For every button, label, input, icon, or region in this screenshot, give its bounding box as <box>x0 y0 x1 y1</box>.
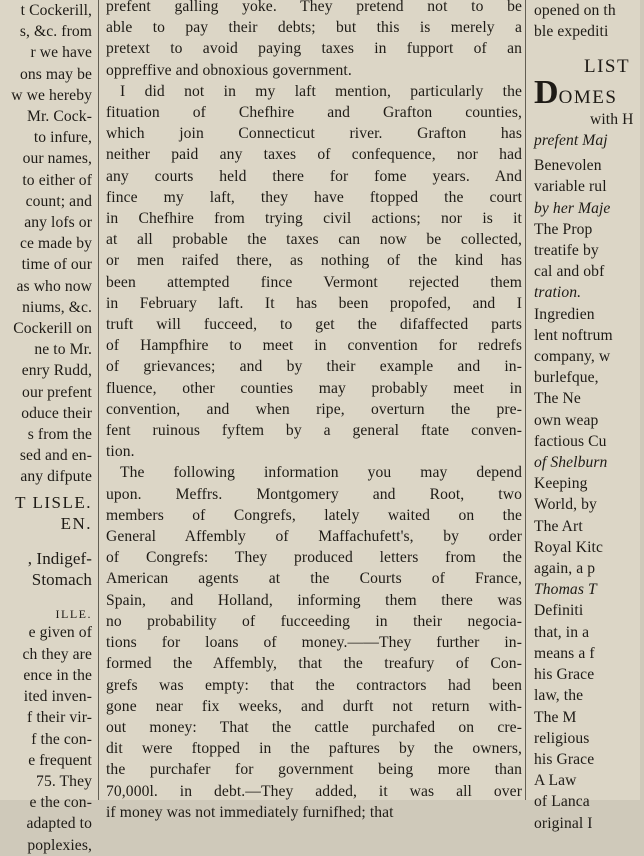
text-line: Cockerill on <box>13 320 92 338</box>
text-line: s, &c. from <box>19 23 92 41</box>
article-line: I did not in my laft mention, particularly the <box>120 82 522 100</box>
text-line: Definiti <box>534 602 584 620</box>
spacer <box>0 590 92 606</box>
text-line: A Law <box>534 772 577 790</box>
text-line: The Prop <box>534 220 593 238</box>
advert-subheading: ILLE. <box>55 607 92 622</box>
text-line: his Grace <box>534 750 595 768</box>
text-line: count; and <box>25 192 92 210</box>
text-line: company, w <box>534 348 611 366</box>
text-line: f the con- <box>31 730 92 748</box>
article-line: tion. <box>106 443 135 461</box>
text-line: burlefque, <box>534 369 599 387</box>
article-line: the purchafer for government being more than <box>106 761 522 779</box>
article-line: no probability of fucceeding in their negocia- <box>106 612 522 630</box>
text-line: opened on th <box>534 2 616 19</box>
article-line: General Affembly of Maffachufett's, by order <box>106 528 522 546</box>
text-line: time of our <box>21 256 92 274</box>
text-line: of Lanca <box>534 793 590 811</box>
text-line: own weap <box>534 411 599 429</box>
article-line: grefs was empty: that the contractors had been <box>106 676 522 694</box>
article-line: gone near fix weeks, and durft not return with- <box>106 697 522 715</box>
text-line: ble expediti <box>534 23 609 41</box>
text-line: t Cockerill, <box>20 2 92 19</box>
text-line: our prefent <box>22 383 92 401</box>
text-line: variable rul <box>534 178 607 196</box>
text-line: ch they are <box>22 645 92 663</box>
text-line: r we have <box>30 44 92 62</box>
article-line: The following information you may depend <box>120 464 522 482</box>
text-line: oduce their <box>21 404 92 422</box>
text-line: 75. They <box>36 772 92 790</box>
middle-column <box>106 0 522 821</box>
text-line: lent noftrum <box>534 326 613 344</box>
spacer <box>0 534 92 548</box>
text-line: factious Cu <box>534 432 607 450</box>
text-line: The Art <box>534 517 583 535</box>
text-line: with H <box>590 110 634 128</box>
text-line: of Shelburn <box>534 454 608 472</box>
text-line: law, the <box>534 687 584 705</box>
article-line: which join Connecticut river. Grafton has <box>106 125 522 143</box>
text-line: Benevolen <box>534 157 602 175</box>
article-line: of grievances; and by their example and in- <box>106 358 522 376</box>
text-line: original I <box>534 814 593 832</box>
text-line: , Indigef- <box>27 549 92 569</box>
article-line: any courts held there for fome years. And <box>106 167 522 185</box>
text-line: World, by <box>534 496 597 514</box>
article-line: tions for loans of money.——They further in- <box>106 634 522 652</box>
column-rule-right <box>525 0 526 800</box>
text-line: e the con- <box>29 794 92 812</box>
text-line: tration. <box>534 284 582 302</box>
text-line: Mr. Cock- <box>26 108 92 126</box>
article-line: at all probable the taxes can now be collected, <box>106 231 522 249</box>
text-line: The M <box>534 708 577 726</box>
text-line: ce made by <box>19 235 92 253</box>
right-column <box>530 0 644 832</box>
text-line: f their vir- <box>27 709 92 727</box>
text-line: Keeping <box>534 475 588 493</box>
article-line: American agents at the Courts of France, <box>106 570 522 588</box>
article-line: members of Congrefs, lately waited on the <box>106 506 522 524</box>
left-column <box>0 0 92 854</box>
text-line: to infure, <box>33 129 92 147</box>
article-line: formed the Affembly, that the treafury of Con- <box>106 655 522 673</box>
article-line: out money: That the cattle purchafed on cre- <box>106 718 522 736</box>
article-line: prefent galling yoke. They pretend not to be <box>106 0 522 15</box>
spacer <box>534 42 644 56</box>
article-line: 70,000l. in debt.—They added, it was all over <box>106 782 522 800</box>
column-rule-left <box>98 0 99 800</box>
text-line: as who now <box>16 277 92 295</box>
advert-heading: T LISLE. <box>15 492 92 512</box>
text-line: e given of <box>28 624 92 642</box>
article-line: fituation of Chefhire and Grafton counties, <box>106 104 522 122</box>
article-line: in February laft. It has been propofed, and I <box>106 294 522 312</box>
article-line: truft will fucceed, to get the difaffected parts <box>106 316 522 334</box>
text-line: by her Maje <box>534 199 611 217</box>
text-line: treatife by <box>534 242 599 260</box>
text-line: sed and en- <box>19 447 92 465</box>
article-line: upon. Meffrs. Montgomery and Root, two <box>106 485 522 503</box>
text-line: prefent Maj <box>534 132 608 150</box>
text-line: ence in the <box>23 666 92 684</box>
article-line: dit were ftopped in the paftures by the owners, <box>106 740 522 758</box>
text-line: Royal Kitc <box>534 538 603 556</box>
text-line: any lofs or <box>24 214 92 232</box>
article-line: of Congrefs: They produced letters from the <box>106 549 522 567</box>
text-line: again, a p <box>534 560 596 578</box>
text-line: e frequent <box>28 751 92 769</box>
article-line: Spain, and Holland, informing them there was <box>106 591 522 609</box>
list-title-row <box>534 73 644 111</box>
article-line: in Chefhire from trying civil actions; nor is it <box>106 210 522 228</box>
text-line: cal and obf <box>534 263 605 281</box>
text-line: w we hereby <box>11 86 92 104</box>
article-line: pretext to avoid paying taxes in fupport of an <box>106 40 522 58</box>
text-line: means a f <box>534 644 595 662</box>
list-heading-rest: OMES <box>558 86 618 108</box>
text-line: poplexies, <box>27 836 92 854</box>
text-line: enry Rudd, <box>21 362 92 380</box>
text-line: Ingredien <box>534 305 595 323</box>
dropcap-letter: D <box>534 73 559 111</box>
text-line: Stomach <box>31 570 92 590</box>
text-line: our names, <box>22 150 92 168</box>
text-line: ited inven- <box>23 688 92 706</box>
article-line: fent ruinous fyftem by a general ftate conven- <box>106 422 522 440</box>
text-line: religious <box>534 729 590 747</box>
text-line: ne to Mr. <box>34 341 92 359</box>
text-line: to either of <box>22 171 92 189</box>
text-line: any difpute <box>20 468 92 486</box>
text-line: s from the <box>27 426 92 444</box>
text-line: ons may be <box>19 65 92 83</box>
article-line: convention, and when ripe, overturn the pre- <box>106 400 522 418</box>
article-line: fince my laft, they have ftopped the court <box>106 188 522 206</box>
text-line: that, in a <box>534 623 590 641</box>
article-line: neither paid any taxes of confequence, nor had <box>106 146 522 164</box>
article-line: if money was not immediately furnifhed; that <box>106 803 394 821</box>
article-line: able to pay their debts; but this is merely a <box>106 19 522 37</box>
text-line: The Ne <box>534 390 581 408</box>
text-line: his Grace <box>534 666 595 684</box>
advert-heading: EN. <box>60 513 92 533</box>
text-line: Thomas T <box>534 581 597 599</box>
list-heading: LIST <box>584 56 631 78</box>
article-line: been attempted fince Vermont rejected them <box>106 273 522 291</box>
text-line: niums, &c. <box>22 298 92 316</box>
article-line: of Hampfhire to meet in convention for redrefs <box>106 337 522 355</box>
article-line: fluence, other counties may probably meet in <box>106 379 522 397</box>
article-line: or men raifed there, as nothing of the kind has <box>106 252 522 270</box>
article-line: oppreffive and obnoxious government. <box>106 61 352 79</box>
text-line: adapted to <box>26 815 92 833</box>
